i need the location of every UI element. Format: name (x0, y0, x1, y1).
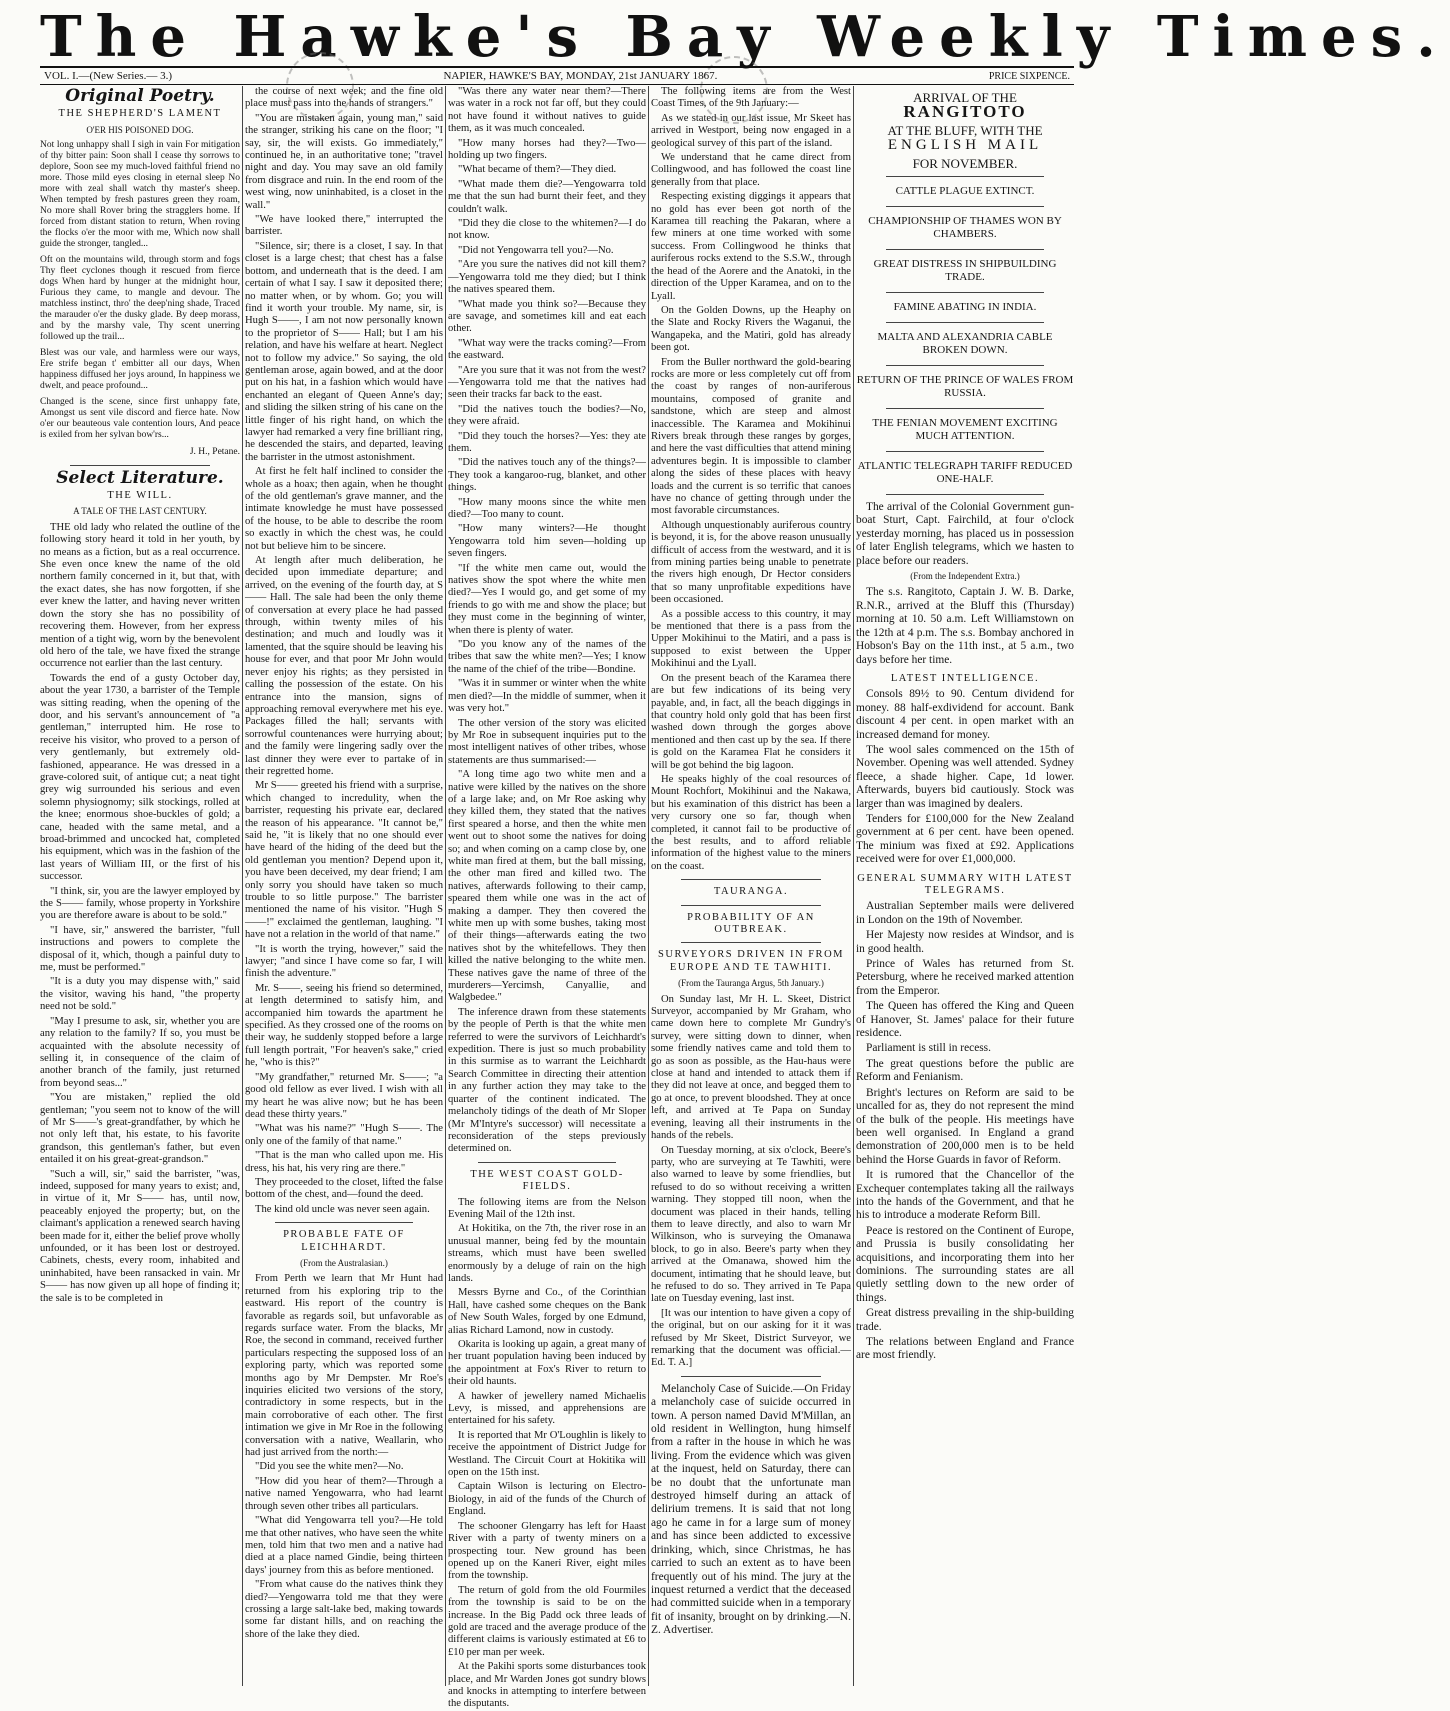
article-heading: THE WEST COAST GOLD-FIELDS. (470, 1168, 624, 1193)
story-paragraph: "Silence, sir; there is a closet, I say. In that closet is a large chest; that chest has a false bottom, and underneath that is the deed. I am certain of what I say. I saw it deposited there; no matter when, or by whom. Go; you will find it worth your trouble. My name, sir, is Hugh S——, I am not now personally known to the proprietor of S—— Hall; but I am his relation, and have his welfare at heart. Neglect not to follow my advice." So saying, the old gentleman arose, again bowed, and at the door put on his hat, in a fashion which would have enchanted an elegant of Queen Anne's day; and sliding the silken string of his cane on the little finger of his right hand, on which the lawyer had remarked a very fine brilliant ring, he descended the stairs, and departed, leaving the barrister in the utmost astonishment. (245, 240, 443, 463)
headline: GREAT DISTRESS IN SHIPBUILDING TRADE. (873, 258, 1057, 284)
divider (681, 1376, 821, 1377)
story-paragraph: At first he felt half inclined to consider the whole as a hoax; then again, when he thought of the old gentleman's grave manner, and the intimate knowledge he must have possessed of the house, to be able to describe the room so exactly in which the chest was, he could not but believe him to be sincere. (245, 466, 443, 552)
article-paragraph: The arrival of the Colonial Government gun-boat Sturt, Capt. Fairchild, at four o'clock yesterday morning, has placed us in possession of later English telegrams, which we hasten to place before our readers. (856, 501, 1074, 567)
article-paragraph: "Did you see the white men?—No. (255, 1461, 404, 1473)
column-3 (448, 86, 646, 1710)
article-paragraph: "If the white men came out, would the natives show the spot where the white men died?—Yes I would go, and get some of my friends to go with me and show the place; but they must come in the beginning of winter, when there is plenty of water. (448, 562, 646, 636)
article-paragraph: Tenders for £100,000 for the New Zealand government at 6 per cent. have been opened. The minium was fixed at £92. Applications received were for over £1,000,000. (856, 812, 1074, 866)
divider (275, 1222, 413, 1223)
section-heading-poetry: Original Poetry. (65, 86, 215, 106)
divider (886, 408, 1044, 409)
volume-number: VOL. I.—(New Series.— 3.) (44, 70, 172, 82)
article-paragraph: The relations between England and France are most friendly. (856, 1336, 1074, 1362)
article-paragraph: Messrs Byrne and Co., of the Corinthian Hall, have cashed some cheques on the Bank of New South Wales, forged by one Edmund, alias Richard Lamond, now in custody. (448, 1287, 646, 1336)
poem-stanza: Not long unhappy shall I sigh in vain For mitigation of thy bitter pain: Soon shall I cease thy sorrows to deplore, Soon see my much-loved faithful friend no more. Those mild eyes closing in eternal sleep No more with zeal shall watch thy master's sheep. When tempted by fresh pastures green they roam, No more shall Rover bring the stragglers home. If forced from distant station to return, When roving the flocks o'er the moor with me, Which now shall guide the stronger, tangled... (40, 140, 240, 250)
story-paragraph: "May I presume to ask, sir, whether you are any relation to the family? If so, you must be acquainted with the absolute necessity of selling it, in consequence of the claim of another branch of the family, just returned from beyond seas..." (40, 1015, 240, 1089)
divider (681, 942, 821, 943)
article-paragraph: "What did Yengowarra tell you?—He told me that other natives, who have seen the white men, told him that two men and a native had died at a place named Gindie, being thirteen days' journey from this as before mentioned. (245, 1515, 443, 1576)
story-paragraph: The kind old uncle was never seen again. (255, 1203, 430, 1215)
article-paragraph: It is reported that Mr O'Loughlin is likely to receive the appointment of District Judge for Westland. The Circuit Court at Hokitika will open on the 15th inst. (448, 1429, 646, 1479)
column-1 (40, 86, 240, 1682)
article-paragraph: "Did not Yengowarra tell you?—No. (458, 244, 614, 256)
divider (70, 465, 210, 466)
article-paragraph: "How many horses had they?—Two—holding up two fingers. (448, 137, 646, 162)
article-paragraph: On the Golden Downs, up the Heaphy on the Slate and Rocky Rivers the Waganui, the Wangapeka, and the Matiri, gold has already been got. (651, 304, 851, 354)
headline-arrival: ARRIVAL OF THE (913, 90, 1017, 105)
headline: MALTA AND ALEXANDRIA CABLE BROKEN DOWN. (877, 331, 1053, 357)
headline: CHAMPIONSHIP OF THAMES WON BY CHAMBERS. (868, 215, 1062, 241)
place-date: NAPIER, HAWKE'S BAY, MONDAY, 21st JANUARY 1867. (443, 70, 718, 82)
story-paragraph: "My grandfather," returned Mr. S——; "a good old fellow as ever lived. I wish with all my heart he was alive now; but he has been dead these thirty years." (245, 1071, 443, 1120)
story-paragraph: Towards the end of a gusty October day, about the year 1730, a barrister of the Temple was sitting reading, when the opening of the door, and his servant's announcement of "a gentleman," interrupted him. He rose to receive his visitor, who proved to a person of very gentlemanly, but extremely old-fashioned, appearance. He was dressed in a grave-colored suit, of antique cut; a neat tight grey wig surrounded his serious and even solemn physiognomy; silk stockings, rolled at the knee; enormous shoe-buckles of gold; a cane, headed with the same metal, and a broad-brimmed and uncocked hat, completed his equipment, which was in the fashion of the last years of William III, or the first of his successor. (40, 672, 240, 883)
article-heading: GENERAL SUMMARY WITH LATEST TELEGRAMS. (857, 872, 1073, 896)
story-title: THE WILL. (107, 490, 173, 502)
divider (886, 292, 1044, 293)
article-paragraph: "Did they touch the horses?—Yes: they ate them. (448, 430, 646, 454)
headline-month: FOR NOVEMBER. (912, 155, 1018, 171)
story-paragraph: "You are mistaken," replied the old gentleman; "you seem not to know of the will of Mr S——'s great-grandfather, by which he not only left that, his estate, to his favorite grandson, this gentleman's father, but even entailed it on his great-great-grandson." (40, 1092, 240, 1166)
article-source: (From the Tauranga Argus, 5th January.) (678, 978, 824, 989)
story-paragraph: "I have, sir," answered the barrister, "full instructions and powers to complete the disposal of it, which, though a painful duty to me, must be performed." (40, 924, 240, 974)
newspaper-title: The Hawke's Bay Weekly Times. (40, 4, 1450, 70)
article-paragraph: "How did you hear of them?—Through a native named Yengowarra, who had learnt through seven other tribes all particulars. (245, 1475, 443, 1512)
divider (886, 249, 1044, 250)
article-paragraph: "Did the natives touch the bodies?—No, they were afraid. (448, 403, 646, 428)
poem-stanza: Blest was our vale, and harmless were our ways, Ere strife began t' embitter all our days, When happiness diffused her joys around, In happiness we dwelt, and peace profound... (40, 348, 240, 392)
column-divider (853, 86, 854, 1686)
divider (681, 879, 821, 880)
poem-stanza: Oft on the mountains wild, through storm and fogs Thy fleet cyclones though it rescued from fierce dogs When hard by hunger at the midnight hour, Furious they came, to mangle and devour. The matchless instinct, thro' the deep'ning shade, Traced the marauder o'er the dusky glade. By deep morass, and by the marshy vale, Thy scent unerring followed up the trail... (40, 255, 240, 343)
article-paragraph: The other version of the story was elicited by Mr Roe in subsequent inquiries put to the most intelligent natives of other tribes, whose statements are thus summarised:— (448, 717, 646, 766)
article-paragraph: At the Pakihi sports some disturbances took place, and Mr Warden Jones got sundry blows and knocks in attempting to interfere between the disputants. (448, 1661, 646, 1710)
article-paragraph: Captain Wilson is lecturing on Electro-Biology, in aid of the funds of the Church of England. (448, 1481, 646, 1518)
article-source: (From the Australasian.) (300, 1257, 388, 1268)
article-paragraph: From the Buller northward the gold-bearing rocks are more or less completely cut off from the coast by ranges of non-auriferous mountains, composed of granite and sandstone, which are steep and almost inaccessible. The Karamea and Mokihinui Rivers break through these ranges by gorges, and here the vast difficulties that attend mining adventures begin. It is impossible to clamber along the sides of these places with heavy loads and the current is so terrific that canoes have no chance of getting through under the most favorable circumstances. (651, 356, 851, 517)
article-paragraph: Respecting existing diggings it appears that no gold has ever been got north of the Karamea till reaching the Pakaran, where a few miners at one time worked with some success. From Collingwood he thinks that auriferous rocks extend to the S.S.W., through the head of the Aorere and the Anatoki, in the direction of the Upper Karamea, and on to the Lyall. (651, 191, 851, 302)
story-paragraph: They proceeded to the closet, lifted the false bottom of the chest, and—found the deed. (245, 1176, 443, 1201)
divider (886, 206, 1044, 207)
divider (886, 365, 1044, 366)
section-heading-literature: Select Literature. (56, 467, 224, 488)
headline-bluff: AT THE BLUFF, WITH THE (887, 122, 1043, 138)
article-paragraph: Prince of Wales has returned from St. Petersburg, where he received marked attention from the Emperor. (856, 958, 1074, 997)
poem-title: THE SHEPHERD'S LAMENT (58, 108, 222, 120)
article-paragraph: On Tuesday morning, at six o'clock, Beere's party, who are surveying at Te Tawhiti, were also warned to leave by some friendlies, but refused to do so without receiving a written warning. They stopped till noon, when the document was placed in their hands, telling them to leave directly, and also to warn Mr Wilkinson, who is surveying the Omanawa block, to go in also. Beere's party when they arrived at the Omanawa, showed him the document, intimating that he should leave, but he refused to do so. They arrived in Te Papa late on Tuesday evening, last inst. (651, 1144, 851, 1305)
article-paragraph: Melancholy Case of Suicide.—On Friday a melancholy case of suicide occurred in town. A person named David M'Millan, an old resident in Wellington, hung himself from a rafter in the house in which he was living. From the evidence which was given at the inquest, held on Saturday, there can be no doubt that the unfortunate man destroyed himself during an attack of delirium tremens. It is said that not long ago he came in for a large sum of money and has since been addicted to excessive drinking, which, since Christmas, he has carried to such an extent as to have been frequently out of his mind. The jury at the inquest returned a verdict that the deceased had committed suicide when in a temporary fit of insanity, brought on by drinking.—N. Z. Advertiser. (651, 1382, 851, 1637)
article-subheading: PROBABILITY OF AN OUTBREAK. (687, 911, 815, 935)
article-paragraph: The s.s. Rangitoto, Captain J. W. B. Darke, R.N.R., arrived at the Bluff this (Thursday) morning at 10. 50 a.m. Left Williamstown on the 12th at 4 p.m. The s.s. Bombay anchored in Hobson's Bay on the 11th inst., at 5 a.m., two days before her time. (856, 586, 1074, 666)
article-paragraph: "Do you know any of the names of the tribes that saw the white men?—Yes; I know the name of the chief of the tribe—Bondine. (448, 639, 646, 675)
article-paragraph: "What made you think so?—Because they are savage, and sometimes kill and eat each other. (448, 298, 646, 335)
article-paragraph: He speaks highly of the coal resources of Mount Rochfort, Mokihinui and the Nakawa, but his examination of this district has been a very cursory one so far, though when completed, it cannot fail to be productive of the best results, and to afford reliable information of the highest value to the miners on the coast. (651, 773, 851, 872)
article-paragraph: We understand that he came direct from Collingwood, and has followed the coast line generally from that place. (651, 152, 851, 188)
story-paragraph: THE old lady who related the outline of the following story heard it told in her youth, by no means as a fiction, but as a real occurrence. She even once knew the name of the old northern family concerned in it, but that, with the exact dates, she has now forgotten, if she ever knew the latter, and having never written down the story she has no possibility of recovering them. However, from her express mention of a tight wig, worn by the benevolent old hero of the tale, we have fixed the strange occurrence not earlier than the last century. (40, 521, 240, 670)
masthead (40, 4, 1450, 70)
story-paragraph: "Such a will, sir," said the barrister, "was, indeed, supposed for many years to exist; and, in virtue of it, Mr S—— has, until now, peaceably enjoyed the property; but, on the claimant's application a renewed search having been made for it, either the belief prove wholly unfounded, or it has been lost or destroyed. Cabinets, chests, every room, inhabited and uninhabited, have been ransacked in vain. Mr S—— has now given up all hope of finding it; the sale is to be completed in (40, 1168, 240, 1304)
poem-body (40, 140, 240, 441)
article-paragraph: The following items are from the West Coast Times, of the 9th January:— (651, 86, 851, 110)
article-paragraph: "What made them die?—Yengowarra told me that the sun had burnt their feet, and they couldn't walk. (448, 178, 646, 215)
story-paragraph: Mr S—— greeted his friend with a surprise, which changed to incredulity, when the barrister, requesting his private ear, declared the reason of his appearance. "It cannot be," said he, "it is likely that no one should ever have heard of the hiding of the deed but the old gentleman you mention? Depend upon it, you have been deceived, my dear friend; I am only sorry you should have taken so much trouble to so little purpose." The barrister mentioned the name of his visitor. "Hugh S——!" exclaimed the gentleman, laughing. "I have not a relation in the world of that name." (245, 780, 443, 941)
article-paragraph: On Sunday last, Mr H. L. Skeet, District Surveyor, accompanied by Mr Graham, who came down here to complete Mr Gundry's survey, were sitting down to dinner, when some friendly natives came and told them to go as soon as possible, as the Hau-haus were close at hand and intended to attack them if they did not leave at once, and begged them to go at once, to prevent bloodshed. They at once left, and arrived at Te Papa on Sunday evening, leaving all their instruments in the hands of the rebels. (651, 993, 851, 1142)
headline: FAMINE ABATING IN INDIA. (893, 301, 1037, 314)
article-paragraph: "Did they die close to the whitemen?—I do not know. (448, 218, 646, 242)
divider (886, 322, 1044, 323)
story-subtitle: A TALE OF THE LAST CENTURY. (73, 506, 207, 517)
price: PRICE SIXPENCE. (988, 70, 1070, 82)
story-paragraph: Mr. S——, seeing his friend so determined, at length determined to satisfy him, and accompanied him towards the apartment he specified. As they crossed one of the rooms on their way, he suddenly stopped before a large full length portrait, "For heaven's sake," cried he, "who is this?" (245, 982, 443, 1069)
story-paragraph: "I think, sir, you are the lawyer employed by the S—— family, whose property in Yorkshire you are therefore aware is about to be sold." (40, 885, 240, 922)
story-paragraph: At length after much deliberation, he decided upon immediate departure; and arrived, on the evening of the fourth day, at S—— Hall. The sale had been the only theme of conversation at every place he had passed through, within twenty miles of his destination; and much and loudly was it lamented, that the squire should be leaving his house for ever, and that poor Mr John would never enjoy his rights; as they persisted in calling the possession of the estate. On his entrance into the mansion, signs of approaching removal everywhere met his eye. Packages filled the hall; servants with sorrowful countenances were hurrying about; and the family were lingering sadly over the last dinner they were ever to partake of in their regretted home. (245, 555, 443, 777)
divider (886, 451, 1044, 452)
article-paragraph: Okarita is looking up again, a great many of her truant population having been induced by the appointment at Fox's River to return to their old haunts. (448, 1339, 646, 1388)
article-paragraph: From Perth we learn that Mr Hunt had returned from his exploring trip to the eastward. His report of the country is favorable as regards soil, but unfavorable as regards surface water. From the blacks, Mr Roe, the second in command, received further particulars respecting the supposed loss of an exploring party, which was reported some months ago by Mr Dempster. Mr Roe's inquiries elicited two versions of the story, contradictory in some respects, but in the main corroborative of each other. The first intimation we give in Mr Roe in the following conversation with a native, Weallarin, who had just arrived from the north:— (245, 1273, 443, 1459)
divider (681, 905, 821, 906)
article-source: (From the Independent Extra.) (910, 571, 1020, 582)
dateline (40, 66, 1074, 85)
article-paragraph: The schooner Glengarry has left for Haast River with a party of twenty miners on a prospecting tour. New ground has been opened up on the Kaneri River, eight miles from the township. (448, 1520, 646, 1582)
article-paragraph: The great questions before the public are Reform and Fenianism. (856, 1057, 1074, 1084)
divider (886, 176, 1044, 177)
story-paragraph: "You are mistaken again, young man," said the stranger, striking his cane on the floor; "I say, sir, the will exists. Go immediately," continued he, in an authoritative tone; "travel night and day. You may save an old family from disgrace and ruin. In the end room of the west wing, now uninhabited, is a closet in the wall." (245, 112, 443, 211)
article-paragraph: "Was there any water near them?—There was water in a rock not far off, but they could not have found it without natives to guide them, as it was much concealed. (448, 86, 646, 135)
article-subheading: SURVEYORS DRIVEN IN FROM EUROPE AND TE TAWHITI. (658, 949, 844, 973)
article-paragraph: The following items are from the Nelson Evening Mail of the 12th inst. (448, 1196, 646, 1220)
article-paragraph: The Queen has offered the King and Queen of Hanover, St. James' palace for their future residence. (856, 1000, 1074, 1040)
article-paragraph: The wool sales commenced on the 15th of November. Opening was well attended. Sydney fleece, a shade higher. Cape, 1d lower. Afterwards, buyers bid cautiously. Stock was larger than was imagined by dealers. (856, 743, 1074, 810)
headline-mail: ENGLISH MAIL (887, 137, 1043, 154)
headline: THE FENIAN MOVEMENT EXCITING MUCH ATTENTION. (872, 417, 1058, 443)
story-paragraph: "It is worth the trying, however," said the lawyer; "and since I have come so far, I will finish the adventure." (245, 943, 443, 980)
article-heading: PROBABLE FATE OF LEICHHARDT. (283, 1229, 405, 1253)
headline: RETURN OF THE PRINCE OF WALES FROM RUSSIA. (856, 374, 1074, 400)
article-paragraph: [It was our intention to have given a copy of the original, but on our asking for it it was refused by Mr Skeet, District Surveyor, we remarking that the document was official.—Ed. T. A.] (651, 1307, 851, 1369)
article-paragraph: "How many winters?—He thought Yengowarra told him seven—holding up seven fingers. (448, 523, 646, 560)
article-paragraph: The return of gold from the old Fourmiles from the township is said to be on the increase. In the Big Padd ock three leads of gold are traced and the average produce of the different claims is variously estimated at £6 to £10 per man per week. (448, 1584, 646, 1658)
article-paragraph: "Did the natives touch any of the things?—They took a kangaroo-rug, blanket, and other things. (448, 457, 646, 494)
article-heading: TAURANGA. (713, 886, 789, 898)
article-paragraph: At Hokitika, on the 7th, the river rose in an unusual manner, being fed by the mountain streams, which must have been swelled enormously by a deluge of rain on the high lands. (448, 1223, 646, 1284)
article-paragraph: As a possible access to this country, it may be mentioned that there is a pass from the Upper Mokihinui to the Matiri, and a pass is supposed to exist between the Upper Mokihinui and the Lyall. (651, 608, 851, 670)
article-paragraph: It is rumored that the Chancellor of the Exchequer contemplates taking all the railways into the hands of the Government, and that he his to introduce a moderate Reform Bill. (856, 1169, 1074, 1222)
article-paragraph: Parliament is still in recess. (866, 1042, 991, 1055)
column-divider (445, 86, 446, 1686)
article-paragraph: Bright's lectures on Reform are said to be uncalled for as, they do not represent the mind of the bulk of the people. His meetings have been well organised. In England a grand demonstration of 200,000 men is to be held behind the Horse Guards in favor of Reform. (856, 1086, 1074, 1166)
article-heading: LATEST INTELLIGENCE. (890, 672, 1040, 684)
divider (478, 1162, 616, 1163)
article-paragraph: Although unquestionably auriferous country is beyond, it is, for the above reason unusually difficult of access from the westward, and it is from mining parties being unable to penetrate the rivers high enough, Dr Hector considers that so many unprofitable expeditions have been occasioned. (651, 519, 851, 606)
article-paragraph: "From what cause do the natives think they died?—Yengowarra told me that they were crossing a large salt-lake bed, making towards some far distant hills, and on reaching the shore of the lake they died. (245, 1579, 443, 1640)
poem-signature: J. H., Petane. (189, 447, 240, 458)
story-paragraph: "What was his name?" "Hugh S——. The only one of the family of that name." (245, 1123, 443, 1147)
headline: ATLANTIC TELEGRAPH TARIFF REDUCED ONE-HALF. (857, 460, 1073, 486)
headline: CATTLE PLAGUE EXTINCT. (895, 185, 1035, 198)
article-paragraph: A hawker of jewellery named Michaelis Levy, is missed, and apprehensions are entertained for his safety. (448, 1390, 646, 1427)
article-paragraph: Consols 89½ to 90. Centum dividend for money. 88 half-exdividend for account. Bank discount 4 per cent. in open market with an increased demand for money. (856, 688, 1074, 741)
story-paragraph: "It is a duty you may dispense with," said the visitor, waving his hand, "the property need not be sold." (40, 976, 240, 1013)
divider (886, 494, 1044, 495)
article-paragraph: "What way were the tracks coming?—From the eastward. (448, 337, 646, 362)
poem-stanza: Changed is the scene, since first unhappy fate, Amongst us sent vile discord and fierce hate. Now o'er our beauteous vale contention lours, And peace is exiled from her sylvan bow'rs... (40, 397, 240, 441)
article-paragraph: Peace is restored on the Continent of Europe, and Prussia is busily consolidating her acquisitions, and incorporating them into her dominions. The surrounding states are all quietly settling down to the new order of things. (856, 1224, 1074, 1304)
article-paragraph: Great distress prevailing in the ship-building trade. (856, 1307, 1074, 1333)
article-paragraph: As we stated in our last issue, Mr Skeet has arrived in Westport, being now engaged in a geological survey of this part of the island. (651, 112, 851, 149)
story-paragraph: the course of next week; and the fine old place must pass into the hands of strangers." (245, 86, 443, 110)
article-paragraph: "Are you sure that it was not from the west?—Yengowarra told me that the natives had seen their tracks far back to the east. (448, 364, 646, 401)
poem-subtitle: O'ER HIS POISONED DOG. (86, 124, 194, 135)
column-5 (856, 86, 1074, 1682)
article-paragraph: "Was it in summer or winter when the white men died?—In the middle of summer, when it was very hot." (448, 678, 646, 715)
story-paragraph: "That is the man who called upon me. His dress, his hat, his very ring are there." (245, 1150, 443, 1174)
article-paragraph: On the present beach of the Karamea there are but few indications of its being very payable, and, in fact, all the beach diggings in that country hold only gold that has been first washed down through the gorges above mentioned and then cast up by the sea. If there is gold on the Karamea Flat he considers it will be got behind the big lagoon. (651, 672, 851, 771)
column-4 (651, 86, 851, 1682)
headline-ship: RANGITOTO (903, 102, 1027, 122)
article-paragraph: Australian September mails were delivered in London on the 19th of November. (856, 900, 1074, 926)
story-paragraph: "We have looked there," interrupted the barrister. (245, 214, 443, 238)
article-paragraph: "What became of them?—They died. (458, 164, 617, 176)
column-2 (245, 86, 443, 1682)
article-paragraph: The inference drawn from these statements by the people of Perth is that the white men referred to were the survivors of Leichhardt's expedition. There is just so much probability in this surmise as to warrant the Leichhardt Search Committee in directing their attention in any further action they may take to the quarter of the continent indicated. The melancholy tidings of the death of Mr Sloper (Mr M'Intyre's successor) will necessitate a reconsideration of the steps previously determined on. (448, 1006, 646, 1155)
column-divider (648, 86, 649, 1686)
article-paragraph: Her Majesty now resides at Windsor, and is in good health. (856, 929, 1074, 955)
column-divider (242, 86, 243, 1686)
article-paragraph: "Are you sure the natives did not kill them?—Yengowarra told me they died; but I think the natives speared them. (448, 259, 646, 296)
article-paragraph: "A long time ago two white men and a native were killed by the natives on the shore of a large lake; and, on Mr Roe asking why they killed them, they stated that the natives first speared a horse, and then the white men went out to shoot some the natives for doing so; and when coming on a camp close by, one white man fired at them, but the ball missing, the other man fired and killed two. The natives, afterwards following to their camp, speared them while one was in the act of making a damper. They then covered the white men up with some bushes, taking most of their things—afterwards eating the two natives shot by the whitefellows. They then killed the native belonging to the white men. These natives gave the name of three of the murderers—Yercimsh, Canyallie, and Walgbedee." (448, 769, 646, 1004)
article-paragraph: "How many moons since the white men died?—Too many to count. (448, 496, 646, 520)
